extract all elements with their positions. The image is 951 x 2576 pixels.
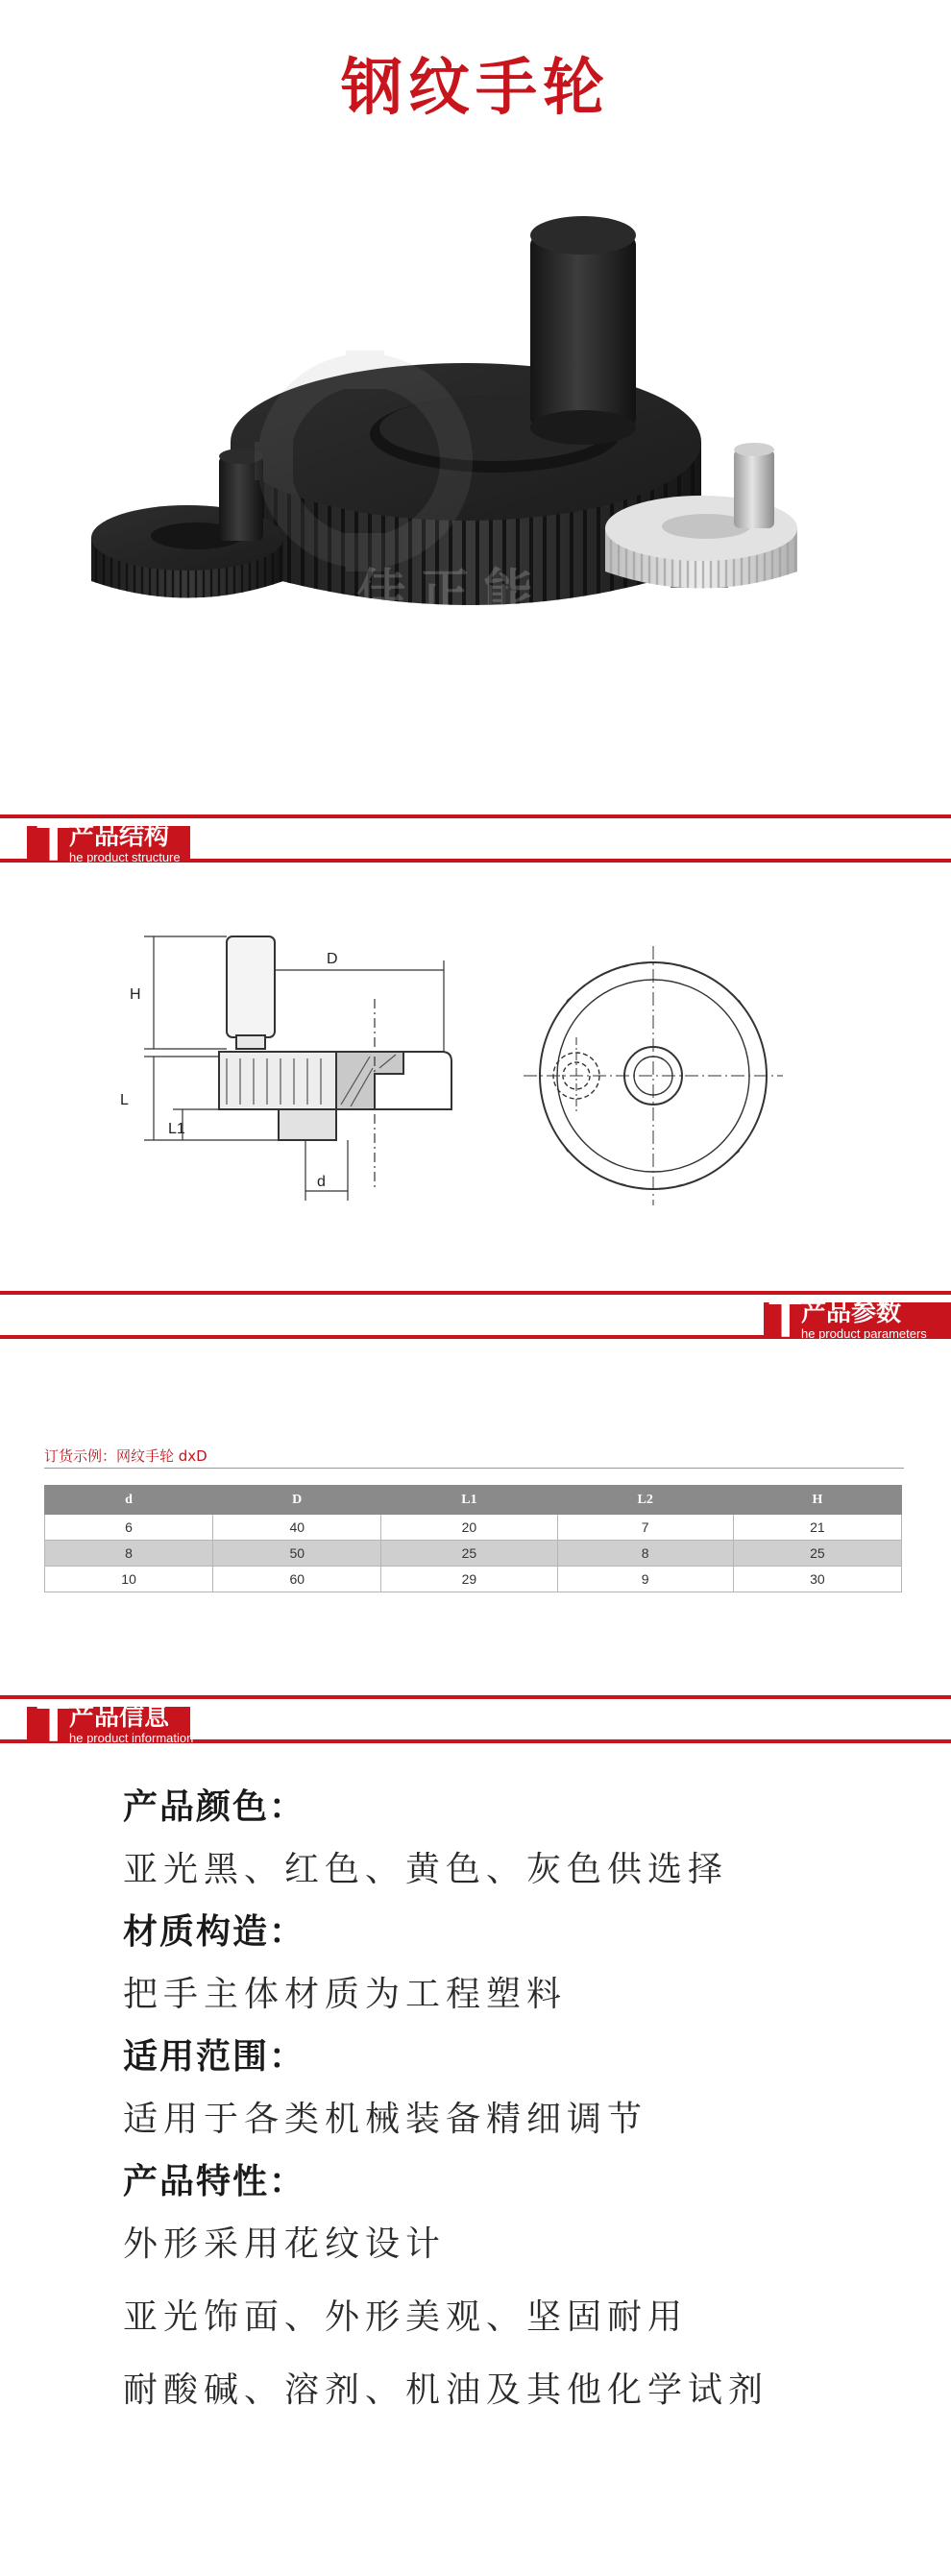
info-heading-material: 材质构造： bbox=[123, 1912, 306, 1952]
table-row bbox=[45, 1541, 902, 1567]
table-cell: 9 bbox=[557, 1567, 733, 1592]
table-cell: 10 bbox=[45, 1567, 213, 1592]
table-cell: 25 bbox=[733, 1541, 901, 1567]
params-table bbox=[44, 1485, 902, 1592]
dim-label-l1: L1 bbox=[168, 1121, 185, 1137]
section-banner-info bbox=[0, 1691, 951, 1754]
info-text-color: 亚光黑、红色、黄色、灰色供选择 bbox=[123, 1850, 729, 1889]
table-cell: 21 bbox=[733, 1515, 901, 1541]
banner-title-en: he product parameters bbox=[801, 1326, 927, 1341]
info-text-feature-2: 亚光饰面、外形美观、坚固耐用 bbox=[123, 2297, 689, 2337]
banner-t-glyph: T bbox=[37, 811, 71, 873]
table-header-row bbox=[45, 1486, 902, 1515]
header-l1: L1 bbox=[381, 1486, 557, 1515]
table-row bbox=[45, 1567, 902, 1592]
table-cell: 30 bbox=[733, 1567, 901, 1592]
table-row bbox=[45, 1515, 902, 1541]
table-cell: 8 bbox=[45, 1541, 213, 1567]
banner-title-en: he product information bbox=[69, 1731, 194, 1745]
header-d-large: D bbox=[213, 1486, 381, 1515]
dim-label-d-large: D bbox=[327, 951, 338, 967]
section-banner-params bbox=[0, 1287, 951, 1349]
dim-label-d-small: d bbox=[317, 1174, 326, 1190]
banner-title-cn: 产品结构 bbox=[69, 822, 170, 851]
page-title: 钢纹手轮 bbox=[341, 53, 610, 124]
info-text-feature-1: 外形采用花纹设计 bbox=[123, 2224, 447, 2264]
order-divider bbox=[44, 1468, 904, 1469]
banner-t-glyph: T bbox=[37, 1691, 71, 1754]
header-l2: L2 bbox=[557, 1486, 733, 1515]
section-banner-structure bbox=[0, 811, 951, 873]
dim-label-h: H bbox=[130, 986, 141, 1003]
dim-label-l: L bbox=[120, 1092, 129, 1108]
info-heading-usage: 适用范围： bbox=[123, 2037, 306, 2077]
table-cell: 60 bbox=[213, 1567, 381, 1592]
table-cell: 40 bbox=[213, 1515, 381, 1541]
table-cell: 50 bbox=[213, 1541, 381, 1567]
info-text-material: 把手主体材质为工程塑料 bbox=[123, 1975, 568, 2014]
product-photo bbox=[0, 144, 951, 797]
banner-t-glyph: T bbox=[768, 1287, 803, 1349]
info-text-usage: 适用于各类机械装备精细调节 bbox=[123, 2100, 648, 2139]
info-heading-color: 产品颜色： bbox=[123, 1787, 306, 1827]
product-info bbox=[123, 1782, 891, 2427]
banner-title-cn: 产品参数 bbox=[801, 1299, 902, 1327]
structure-diagram bbox=[0, 903, 951, 1229]
watermark-text: 佳正能 bbox=[355, 565, 548, 622]
header-h: H bbox=[733, 1486, 901, 1515]
info-heading-features: 产品特性： bbox=[123, 2162, 306, 2201]
table-cell: 29 bbox=[381, 1567, 557, 1592]
table-cell: 25 bbox=[381, 1541, 557, 1567]
table-cell: 6 bbox=[45, 1515, 213, 1541]
table-cell: 8 bbox=[557, 1541, 733, 1567]
table-cell: 7 bbox=[557, 1515, 733, 1541]
header-d: d bbox=[45, 1486, 213, 1515]
banner-title-en: he product structure bbox=[69, 850, 181, 864]
banner-title-cn: 产品信息 bbox=[69, 1703, 170, 1732]
info-text-feature-3: 耐酸碱、溶剂、机油及其他化学试剂 bbox=[123, 2370, 769, 2410]
table-cell: 20 bbox=[381, 1515, 557, 1541]
order-example: 订货示例：网纹手轮 dxD bbox=[44, 1447, 207, 1465]
